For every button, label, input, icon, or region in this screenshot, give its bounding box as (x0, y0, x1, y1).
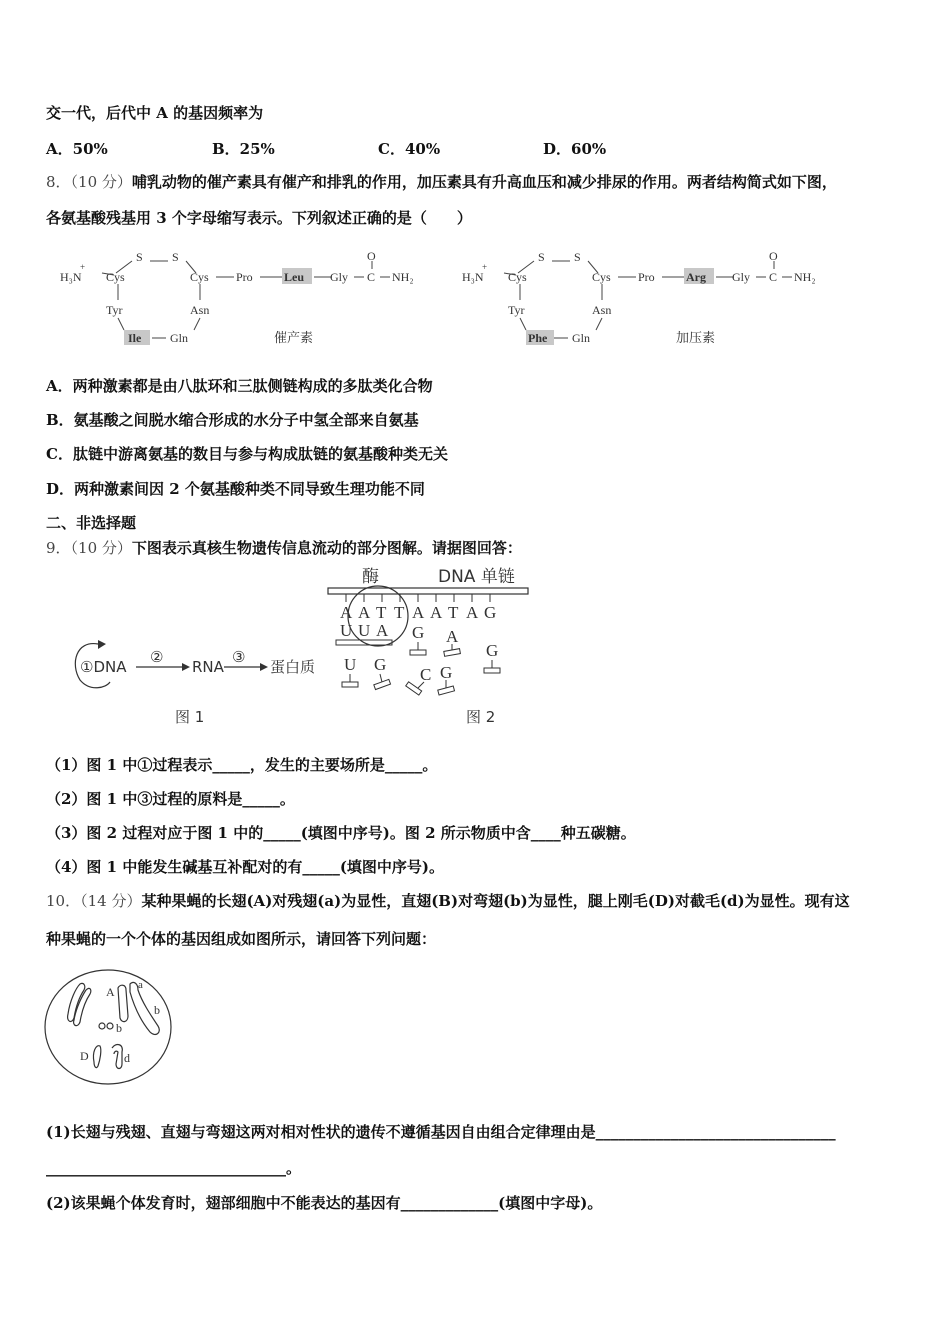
tpl-base-3: T (376, 603, 387, 622)
q8-option-d: D．两种激素间因 2 个氨基酸种类不同导致生理功能不同 (46, 480, 425, 498)
free-nt-a: A (446, 627, 459, 646)
oxy-gly: Gly (330, 270, 348, 284)
fig1-protein: 蛋白质 (270, 658, 316, 676)
dot-chromosome-2 (107, 1023, 113, 1029)
q8-option-b: B．氨基酸之间脱水缩合形成的水分子中氢全部来自氨基 (46, 411, 419, 429)
vaso-c: C (769, 270, 778, 284)
vaso-asn: Asn (592, 303, 612, 317)
tpl-base-9: G (484, 603, 497, 622)
oxy-o: O (367, 249, 376, 263)
oxy-ile: Ile (128, 331, 142, 345)
rna-base-3: A (376, 621, 389, 640)
gene-labels (80, 979, 160, 1065)
vaso-cys1: Cys (508, 270, 527, 284)
vaso-nh2: NH₂ (794, 270, 816, 284)
q7-option-a: A．50% (46, 140, 108, 158)
vaso-plus: + (482, 262, 488, 272)
gene-D: D (80, 1049, 89, 1063)
fig2-caption: 图 2 (466, 708, 496, 726)
fig1-step-2: ② (150, 648, 164, 666)
q10-part-2: (2)该果蝇个体发育时，翅部细胞中不能表达的基因有_____________(填图中字母)。 (46, 1194, 603, 1212)
q8-text1: 哺乳动物的催产素具有催产和排乳的作用，加压素具有升高血压和减少排尿的作用。两者结构简式如下图， (131, 173, 837, 191)
oxy-cys1: Cys (106, 270, 125, 284)
q9-number: 9．（10 分） (46, 539, 132, 557)
q8-text2: 各氨基酸残基用 3 个字母缩写表示。下列叙述正确的是（ ） (46, 209, 472, 227)
gene-b-1: b (116, 1021, 122, 1035)
oxy-cys2: Cys (190, 270, 209, 284)
vaso-o: O (769, 249, 778, 263)
free-nt-g4: C (420, 665, 432, 684)
vaso-cys2: Cys (592, 270, 611, 284)
transcription-arrowhead (182, 663, 190, 671)
vasopressin-labels (462, 249, 816, 346)
fig1-dna: ①DNA (80, 658, 127, 676)
tpl-base-5: A (412, 603, 425, 622)
oxytocin-labels (60, 249, 414, 346)
q10-stem-line1 (46, 891, 850, 911)
oxy-c: C (367, 270, 376, 284)
q7-option-c: C．40% (378, 140, 441, 158)
oxy-asn: Asn (190, 303, 210, 317)
tpl-base-1: A (340, 603, 353, 622)
rna-base-2: U (358, 621, 371, 640)
chromosome-pair-1a (68, 983, 85, 1021)
q9-part-1: （1）图 1 中①过程表示_____，发生的主要场所是_____。 (46, 756, 438, 774)
q7-option-b: B．25% (212, 140, 275, 158)
tpl-base-6: A (430, 603, 443, 622)
q7-tail: 交一代，后代中 A 的基因频率为 (46, 104, 264, 122)
vaso-s1: S (538, 250, 545, 264)
gene-d: d (124, 1051, 130, 1065)
oxy-nh2: NH₂ (392, 270, 414, 284)
vaso-tyr: Tyr (508, 303, 525, 317)
oxy-leu: Leu (284, 270, 305, 284)
q9-text: 下图表示真核生物遗传信息流动的部分图解。请据图回答： (131, 539, 522, 557)
oxy-s2: S (172, 250, 179, 264)
gene-b-2: b (154, 1003, 160, 1017)
q10-part-1-cont: ________________________________。 (46, 1159, 302, 1177)
q10-number: 10．（14 分） (46, 892, 142, 910)
vaso-arg: Arg (686, 270, 706, 284)
rna-base-1: U (340, 621, 353, 640)
free-nt-g1: G (412, 623, 425, 642)
gene-a: a (138, 979, 143, 991)
fig1-caption: 图 1 (175, 708, 205, 726)
vaso-h3n: H₃N (462, 270, 484, 284)
q9-part-3: （3）图 2 过程对应于图 1 中的_____(填图中序号)。图 2 所示物质中含____种五碳糖。 (46, 824, 636, 842)
q8-option-c: C．肽链中游离氨基的数目与参与构成肽链的氨基酸种类无关 (46, 445, 448, 463)
vaso-phe: Phe (528, 331, 548, 345)
figure-2-transcription (320, 562, 540, 730)
fig1-rna: RNA (192, 658, 224, 676)
oxy-h3n: H₃N (60, 270, 82, 284)
tpl-base-8: A (466, 603, 479, 622)
figure-1-central-dogma (70, 630, 330, 730)
oxy-gln: Gln (170, 331, 188, 345)
chromosome-d (112, 1045, 122, 1069)
gene-A: A (106, 985, 115, 999)
fruitfly-cell-figure (42, 966, 178, 1086)
free-nt-g3: U (344, 655, 357, 674)
tpl-base-2: A (358, 603, 371, 622)
q9-part-2: （2）图 1 中③过程的原料是_____。 (46, 790, 295, 808)
dna-strand-label: DNA 单链 (438, 567, 515, 587)
vasopressin-name: 加压素 (676, 331, 716, 346)
q10-part-1: (1)长翅与残翅、直翅与弯翅这两对相对性状的遗传不遵循基因自由组合定律理由是________________________________ (46, 1123, 836, 1141)
template-letters (340, 603, 496, 622)
vaso-gln: Gln (572, 331, 590, 345)
q7-option-d: D．60% (543, 140, 607, 158)
loop-arrowhead (98, 640, 106, 649)
q8-option-a: A．两种激素都是由八肽环和三肽侧链构成的多肽类化合物 (46, 377, 433, 395)
q9-stem (46, 538, 522, 558)
oxy-plus: + (80, 262, 86, 272)
q8-number: 8．（10 分） (46, 173, 132, 191)
translation-arrowhead (260, 663, 268, 671)
q10-text1: 某种果蝇的长翅(A)对残翅(a)为显性，直翅(B)对弯翅(b)为显性，腿上刚毛(D)对截毛(d)为显性。现有这 (141, 892, 850, 910)
section-title: 二、非选择题 (46, 514, 137, 532)
tpl-base-7: T (448, 603, 459, 622)
oxy-s1: S (136, 250, 143, 264)
free-nt-c: G (440, 663, 453, 682)
enzyme-label: 酶 (362, 567, 379, 587)
q8-stem-line1 (46, 172, 837, 192)
free-nt-u: G (374, 655, 387, 674)
template-bases (346, 594, 490, 602)
fig1-step-3: ③ (232, 648, 246, 666)
rna-bases (340, 621, 389, 640)
oxy-tyr: Tyr (106, 303, 123, 317)
q9-part-4: （4）图 1 中能发生碱基互补配对的有_____(填图中序号)。 (46, 858, 445, 876)
dot-chromosome-1 (99, 1023, 105, 1029)
q10-text2: 种果蝇的一个个体的基因组成如图所示，请回答下列问题： (46, 930, 437, 948)
hormone-structure-figure (58, 240, 838, 352)
oxytocin-name: 催产素 (274, 331, 314, 346)
vaso-s2: S (574, 250, 581, 264)
chromosome-A-b (118, 985, 128, 1021)
vaso-gly: Gly (732, 270, 750, 284)
free-nt-g2: G (486, 641, 499, 660)
oxy-pro: Pro (236, 270, 253, 284)
vaso-pro: Pro (638, 270, 655, 284)
tpl-base-4: T (394, 603, 405, 622)
chromosome-D (93, 1046, 100, 1068)
